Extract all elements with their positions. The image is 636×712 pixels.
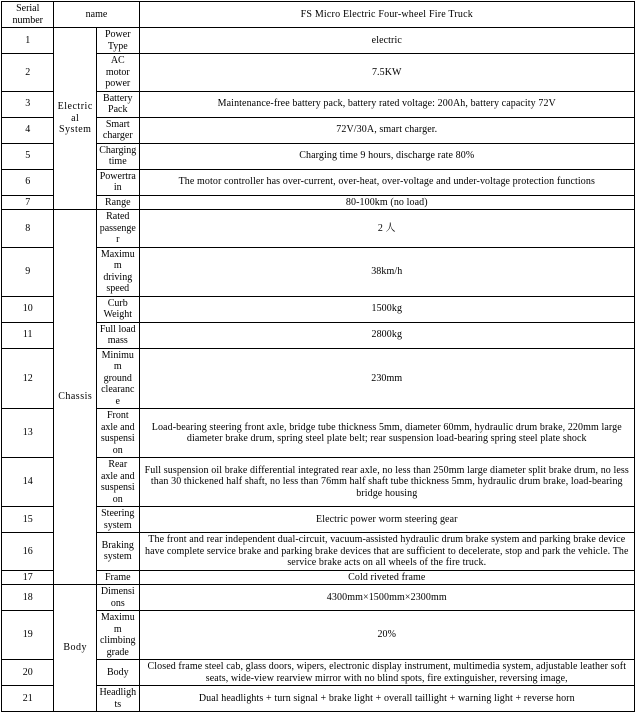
row-name: Smart charger xyxy=(97,117,140,143)
table-row xyxy=(2,409,635,458)
row-value: 80-100km (no load) xyxy=(139,195,634,210)
header-name: name xyxy=(54,2,139,28)
row-name: AC motor power xyxy=(97,54,140,92)
row-value: Electric power worm steering gear xyxy=(139,507,634,533)
table-row xyxy=(2,611,635,660)
row-number: 5 xyxy=(2,143,54,169)
row-number: 8 xyxy=(2,210,54,248)
header-serial-number: Serial number xyxy=(2,2,54,28)
table-row xyxy=(2,507,635,533)
row-value: Charging time 9 hours, discharge rate 80% xyxy=(139,143,634,169)
row-name: Range xyxy=(97,195,140,210)
row-number: 16 xyxy=(2,533,54,571)
row-value: Maintenance-free battery pack, battery rated voltage: 200Ah, battery capacity 72V xyxy=(139,91,634,117)
row-name: Maximum climbing grade xyxy=(97,611,140,660)
row-value: Cold riveted frame xyxy=(139,570,634,585)
row-value: The motor controller has over-current, over-heat, over-voltage and under-voltage protection functions xyxy=(139,169,634,195)
header-title: FS Micro Electric Four-wheel Fire Truck xyxy=(139,2,634,28)
table-row xyxy=(2,570,635,585)
row-number: 13 xyxy=(2,409,54,458)
row-name: Front axle and suspension xyxy=(97,409,140,458)
row-value: 4300mm×1500mm×2300mm xyxy=(139,585,634,611)
row-number: 12 xyxy=(2,348,54,409)
row-number: 15 xyxy=(2,507,54,533)
row-value: 2 人 xyxy=(139,210,634,248)
row-value: Full suspension oil brake differential integrated rear axle, no less than 250mm large diameter split brake drum, no less than 30 thickened half shaft, no less than 76mm half shaft tube thickness 5mm, hydraulic drum brake, load-bearing bridge housing xyxy=(139,458,634,507)
row-name: Braking system xyxy=(97,533,140,571)
row-name: Powertrain xyxy=(97,169,140,195)
row-number: 3 xyxy=(2,91,54,117)
row-name: Curb Weight xyxy=(97,296,140,322)
table-row xyxy=(2,117,635,143)
group-chassis: Chassis xyxy=(54,210,97,585)
row-value: 20% xyxy=(139,611,634,660)
row-number: 4 xyxy=(2,117,54,143)
table-row xyxy=(2,195,635,210)
row-number: 14 xyxy=(2,458,54,507)
row-name: Minimum ground clearance xyxy=(97,348,140,409)
table-row xyxy=(2,143,635,169)
table-row xyxy=(2,660,635,686)
group-body: Body xyxy=(54,585,97,712)
row-value: 38km/h xyxy=(139,247,634,296)
row-value: Load-bearing steering front axle, bridge tube thickness 5mm, diameter 60mm, hydraulic drum brake, 220mm large diameter brake drum, spring steel plate belt; rear suspension load-bearing spring steel plate shock xyxy=(139,409,634,458)
table-row xyxy=(2,533,635,571)
table-row xyxy=(2,458,635,507)
row-name: Battery Pack xyxy=(97,91,140,117)
row-number: 9 xyxy=(2,247,54,296)
row-number: 18 xyxy=(2,585,54,611)
row-number: 1 xyxy=(2,28,54,54)
row-number: 19 xyxy=(2,611,54,660)
table-row xyxy=(2,91,635,117)
row-value: 1500kg xyxy=(139,296,634,322)
table-header-row xyxy=(2,2,635,28)
row-number: 6 xyxy=(2,169,54,195)
table-row xyxy=(2,169,635,195)
row-number: 20 xyxy=(2,660,54,686)
row-value: 72V/30A, smart charger. xyxy=(139,117,634,143)
row-name: Maximum driving speed xyxy=(97,247,140,296)
table-row xyxy=(2,348,635,409)
row-name: Power Type xyxy=(97,28,140,54)
group-electrical-system: Electrical System xyxy=(54,28,97,210)
row-value: 7.5KW xyxy=(139,54,634,92)
row-number: 2 xyxy=(2,54,54,92)
row-value: 230mm xyxy=(139,348,634,409)
row-number: 10 xyxy=(2,296,54,322)
specification-table xyxy=(1,1,635,712)
row-number: 17 xyxy=(2,570,54,585)
table-row xyxy=(2,28,635,54)
row-name: Rear axle and suspension xyxy=(97,458,140,507)
row-number: 11 xyxy=(2,322,54,348)
table-row xyxy=(2,210,635,248)
row-name: Body xyxy=(97,660,140,686)
row-name: Frame xyxy=(97,570,140,585)
row-name: Full load mass xyxy=(97,322,140,348)
table-row xyxy=(2,247,635,296)
row-value: electric xyxy=(139,28,634,54)
table-row xyxy=(2,585,635,611)
table-row xyxy=(2,296,635,322)
row-value: Dual headlights + turn signal + brake light + overall taillight + warning light + reverse horn xyxy=(139,686,634,712)
table-row xyxy=(2,54,635,92)
table-row xyxy=(2,686,635,712)
row-name: Charging time xyxy=(97,143,140,169)
row-value: 2800kg xyxy=(139,322,634,348)
row-name: Steering system xyxy=(97,507,140,533)
row-value: Closed frame steel cab, glass doors, wipers, electronic display instrument, multimedia system, adjustable leather soft seats, wide-view rearview mirror with no blind spots, fire extinguisher, reversing image, xyxy=(139,660,634,686)
row-value: The front and rear independent dual-circuit, vacuum-assisted hydraulic drum brake system and parking brake device have complete service brake and parking brake devices that are sufficient to decelerate, stop and park the vehicle. The service brake acts on all wheels of the fire truck. xyxy=(139,533,634,571)
row-name: Rated passenger xyxy=(97,210,140,248)
row-number: 7 xyxy=(2,195,54,210)
row-name: Headlights xyxy=(97,686,140,712)
row-name: Dimensions xyxy=(97,585,140,611)
table-row xyxy=(2,322,635,348)
row-number: 21 xyxy=(2,686,54,712)
